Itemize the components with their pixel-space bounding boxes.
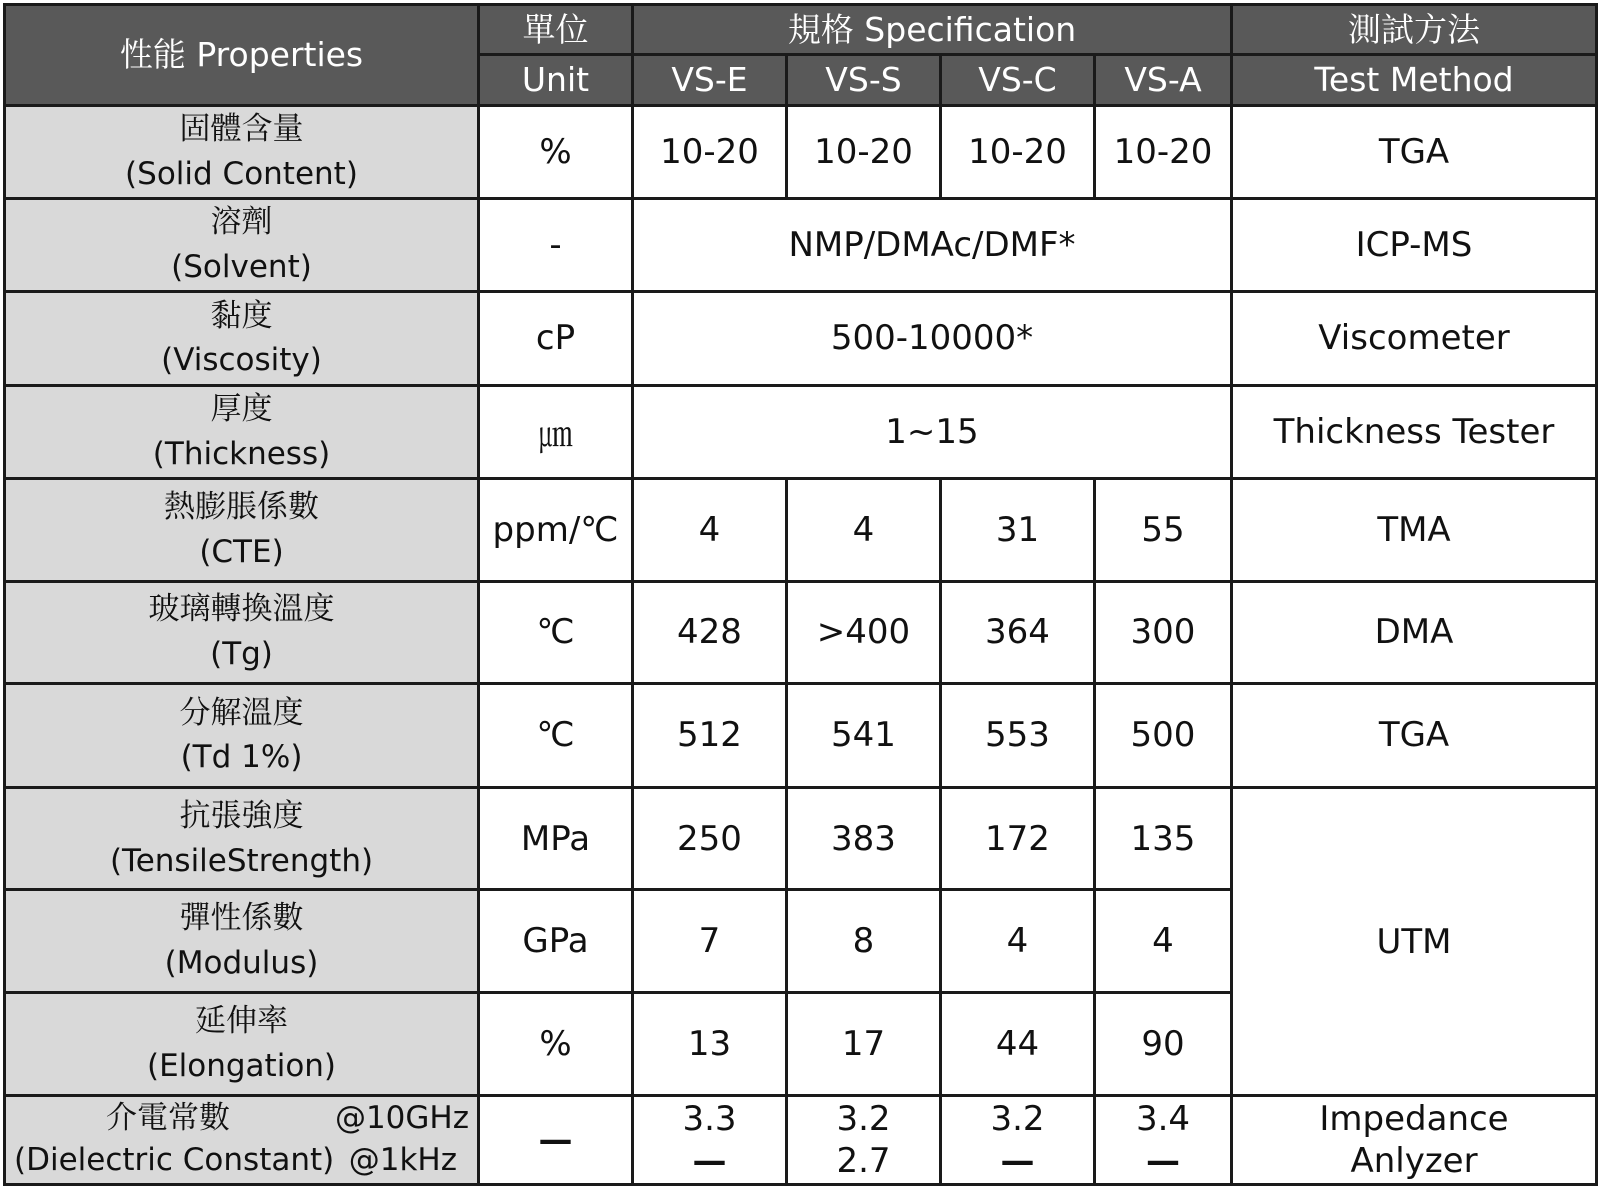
value-cell: 4 xyxy=(1095,890,1232,993)
value-cell: 90 xyxy=(1095,992,1232,1096)
property-name-cn: 玻璃轉換溫度 xyxy=(148,591,335,628)
value-cell: 44 xyxy=(941,992,1095,1096)
merged-value-cell: 500-10000* xyxy=(633,292,1232,385)
value-10ghz: 3.2 xyxy=(990,1098,1045,1139)
table-row xyxy=(5,1096,1597,1185)
value-cell: 541 xyxy=(787,684,941,788)
value-cell: 7 xyxy=(633,890,787,993)
property-name-en: (Tg) xyxy=(210,636,273,673)
table-row xyxy=(5,684,1597,788)
header-grade-vs-c: VS-C xyxy=(941,55,1095,105)
frequency-label: @10GHz xyxy=(334,1100,469,1137)
property-name-en: (Elongation) xyxy=(146,1048,337,1085)
header-unit-en: Unit xyxy=(479,55,633,105)
property-cell xyxy=(5,292,479,385)
header-grade-vs-s: VS-S xyxy=(787,55,941,105)
unit-cell: MPa xyxy=(479,787,633,890)
value-cell: 10-20 xyxy=(787,105,941,198)
method-cell: ICP-MS xyxy=(1232,198,1597,291)
unit-cell: % xyxy=(479,992,633,1096)
specification-table xyxy=(3,3,1598,1186)
value-cell: 10-20 xyxy=(1095,105,1232,198)
header-grade-vs-a: VS-A xyxy=(1095,55,1232,105)
table-row xyxy=(5,198,1597,291)
value-cell xyxy=(633,1096,787,1185)
value-10ghz: 3.2 xyxy=(836,1098,891,1139)
table-row xyxy=(5,479,1597,582)
property-cell xyxy=(5,198,479,291)
method-cell: DMA xyxy=(1232,581,1597,684)
value-1khz: — xyxy=(1146,1141,1180,1182)
value-cell: 8 xyxy=(787,890,941,993)
property-name-cn: 黏度 xyxy=(210,297,273,334)
unit-cell: - xyxy=(479,198,633,291)
property-name-cn: 溶劑 xyxy=(210,204,273,241)
value-cell: 55 xyxy=(1095,479,1232,582)
table-row xyxy=(5,105,1597,198)
value-cell: >400 xyxy=(787,581,941,684)
property-name-en: (TensileStrength) xyxy=(109,842,374,879)
property-name-cn: 抗張強度 xyxy=(179,797,304,834)
value-cell xyxy=(1095,1096,1232,1185)
property-name-cn: 厚度 xyxy=(210,390,273,427)
method-line: Impedance xyxy=(1319,1098,1509,1139)
table-row xyxy=(5,787,1597,890)
table-row xyxy=(5,385,1597,478)
value-cell: 428 xyxy=(633,581,787,684)
merged-value-cell: NMP/DMAc/DMF* xyxy=(633,198,1232,291)
property-name-en: (Dielectric Constant) xyxy=(14,1142,335,1179)
unit-cell: cP xyxy=(479,292,633,385)
property-cell xyxy=(5,581,479,684)
property-name-cn: 分解溫度 xyxy=(179,694,304,731)
value-1khz: 2.7 xyxy=(836,1141,891,1182)
unit-cell: GPa xyxy=(479,890,633,993)
value-cell: 512 xyxy=(633,684,787,788)
header-method-en: Test Method xyxy=(1232,55,1597,105)
method-line: Anlyzer xyxy=(1350,1141,1478,1182)
value-cell: 135 xyxy=(1095,787,1232,890)
dielectric-label xyxy=(6,1098,477,1182)
property-name-cn: 彈性係數 xyxy=(179,900,304,937)
value-cell: 4 xyxy=(941,890,1095,993)
table-row xyxy=(5,292,1597,385)
property-cell xyxy=(5,385,479,478)
property-cell xyxy=(5,684,479,788)
value-cell: 17 xyxy=(787,992,941,1096)
property-name-cn: 熱膨脹係數 xyxy=(164,488,319,525)
value-cell: 4 xyxy=(787,479,941,582)
merged-value-cell: 1~15 xyxy=(633,385,1232,478)
property-name-en: (Solvent) xyxy=(171,249,312,286)
value-cell: 10-20 xyxy=(633,105,787,198)
property-name-en: (Td 1%) xyxy=(180,739,303,776)
value-cell: 250 xyxy=(633,787,787,890)
method-cell xyxy=(1232,1096,1597,1185)
value-10ghz: 3.3 xyxy=(682,1098,737,1139)
value-1khz: — xyxy=(1000,1141,1035,1182)
value-cell: 364 xyxy=(941,581,1095,684)
value-cell: 383 xyxy=(787,787,941,890)
value-10ghz: 3.4 xyxy=(1135,1098,1191,1139)
unit-cell: % xyxy=(479,105,633,198)
value-cell: 172 xyxy=(941,787,1095,890)
method-cell: Viscometer xyxy=(1232,292,1597,385)
value-cell: 10-20 xyxy=(941,105,1095,198)
property-cell xyxy=(5,105,479,198)
property-name-en: (Thickness) xyxy=(152,435,331,472)
unit-cell: — xyxy=(479,1096,633,1185)
unit-cell: ㎛ xyxy=(479,385,633,478)
method-cell: TGA xyxy=(1232,684,1597,788)
property-name-en: (Viscosity) xyxy=(161,342,322,379)
property-name-cn: 介電常數 xyxy=(106,1100,230,1137)
value-cell: 300 xyxy=(1095,581,1232,684)
value-cell: 31 xyxy=(941,479,1095,582)
unit-cell: ℃ xyxy=(479,684,633,788)
value-cell xyxy=(787,1096,941,1185)
property-cell xyxy=(5,1096,479,1185)
unit-cell: ℃ xyxy=(479,581,633,684)
value-cell xyxy=(941,1096,1095,1185)
value-cell: 13 xyxy=(633,992,787,1096)
property-name-en: (Modulus) xyxy=(164,945,319,982)
property-name-en: (Solid Content) xyxy=(125,155,358,192)
property-cell xyxy=(5,890,479,993)
property-cell xyxy=(5,787,479,890)
method-cell: TGA xyxy=(1232,105,1597,198)
method-cell: Thickness Tester xyxy=(1232,385,1597,478)
header-method-cn: 測試方法 xyxy=(1232,5,1597,55)
value-cell: 4 xyxy=(633,479,787,582)
property-name-cn: 延伸率 xyxy=(195,1003,288,1040)
method-cell: TMA xyxy=(1232,479,1597,582)
table-row xyxy=(5,581,1597,684)
method-cell: UTM xyxy=(1232,787,1597,1096)
property-name-cn: 固體含量 xyxy=(179,110,304,147)
property-cell xyxy=(5,992,479,1096)
header-properties: 性能 Properties xyxy=(5,5,479,106)
value-1khz: — xyxy=(692,1141,727,1182)
frequency-label: @1kHz xyxy=(348,1142,457,1179)
unit-cell: ppm/℃ xyxy=(479,479,633,582)
header-unit-cn: 單位 xyxy=(479,5,633,55)
value-cell: 500 xyxy=(1095,684,1232,788)
property-name-en: (CTE) xyxy=(199,533,284,570)
header-specification: 規格 Specification xyxy=(633,5,1232,55)
value-cell: 553 xyxy=(941,684,1095,788)
property-cell xyxy=(5,479,479,582)
header-grade-vs-e: VS-E xyxy=(633,55,787,105)
